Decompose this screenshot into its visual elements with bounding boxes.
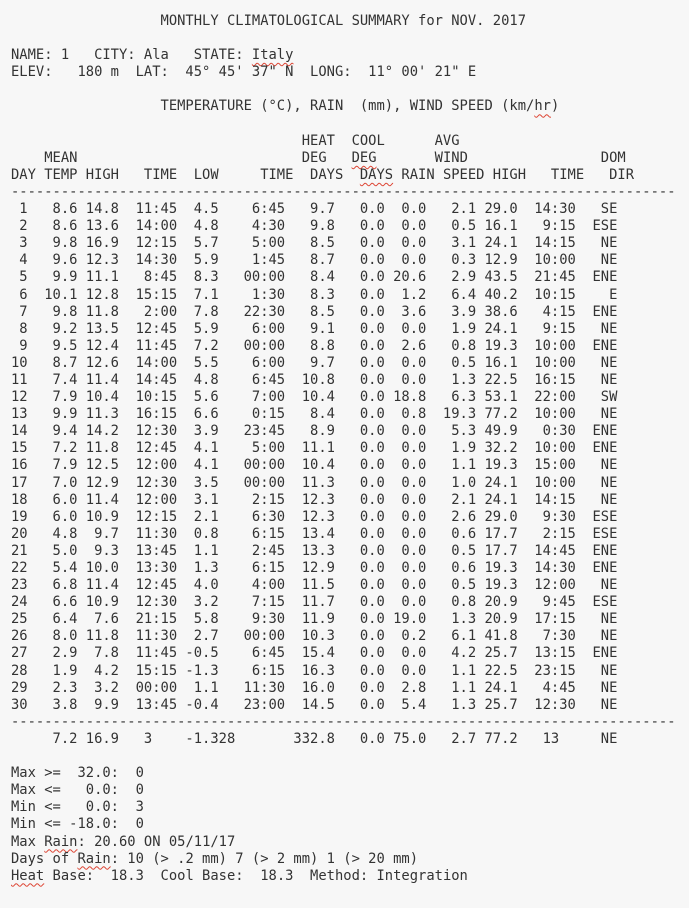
text-segment: : 10 (> .2 mm) 7 (> 2 mm) 1 (> 20 mm): [110, 850, 419, 867]
table-row: 7 9.8 11.8 2:00 7.8 22:30 8.5 0.0 3.6 3.9 38.6 4:15 ENE: [11, 303, 618, 320]
table-row: 21 5.0 9.3 13:45 1.1 2:45 13.3 0.0 0.0 0.5 17.7 14:45 ENE: [11, 542, 618, 559]
text-segment: HEAT COOL AVG: [11, 132, 460, 149]
text-segment: Days of: [11, 850, 78, 867]
threshold-max-ge-line: [11, 765, 689, 782]
separator-line: --------------------------------------------------------------------------------: [11, 183, 676, 200]
threshold-min-le-line: [11, 799, 689, 816]
table-row: 16 7.9 12.5 12:00 4.1 00:00 10.4 0.0 0.0 1.1 19.3 15:00 NE: [11, 457, 618, 474]
table-row: 14 9.4 14.2 12:30 3.9 23:45 8.9 0.0 0.0 5.3 49.9 0:30 ENE: [11, 423, 618, 440]
table-row: 29 2.3 3.2 00:00 1.1 11:30 16.0 0.0 2.8 1.1 24.1 4:45 NE: [11, 679, 618, 696]
misspelled-word: DAYS: [359, 166, 394, 183]
table-row: 3 9.8 16.9 12:15 5.7 5:00 8.5 0.0 0.0 3.1 24.1 14:15 NE: [11, 235, 618, 252]
table-row: 10 8.7 12.6 14:00 5.5 6:00 9.7 0.0 0.0 0.5 16.1 10:00 NE: [11, 354, 618, 371]
text-segment: Max <= 0.0: 0: [11, 782, 144, 799]
threshold-min-le-18-line: [11, 816, 689, 833]
text-segment: NAME: 1 CITY: Ala STATE:: [11, 47, 252, 64]
misspelled-word: Rain: [77, 850, 111, 867]
table-row: 11 7.4 11.4 14:45 4.8 6:45 10.8 0.0 0.0 1.3 22.5 16:15 NE: [11, 371, 618, 388]
text-segment: Min <= 0.0: 3: [11, 799, 144, 816]
table-row: 13 9.9 11.3 16:15 6.6 0:15 8.4 0.0 0.8 19.3 77.2 10:00 NE: [11, 406, 618, 423]
table-row: 12 7.9 10.4 10:15 5.6 7:00 10.4 0.0 18.8 6.3 53.1 22:00 SW: [11, 389, 618, 406]
table-row: 19 6.0 10.9 12:15 2.1 6:30 12.3 0.0 0.0 2.6 29.0 9:30 ESE: [11, 508, 618, 525]
table-row: 6 10.1 12.8 15:15 7.1 1:30 8.3 0.0 1.2 6.4 40.2 10:15 E: [11, 286, 618, 303]
misspelled-word: Heat: [11, 867, 45, 884]
text-segment: DAY TEMP HIGH TIME LOW TIME DAYS: [11, 166, 360, 183]
table-row: 5 9.9 11.1 8:45 8.3 00:00 8.4 0.0 20.6 2.9 43.5 21:45 ENE: [11, 269, 618, 286]
table-row: 8 9.2 13.5 12:45 5.9 6:00 9.1 0.0 0.0 1.9 24.1 9:15 NE: [11, 320, 618, 337]
misspelled-word: Rain: [44, 833, 78, 850]
table-header-line-2: [11, 150, 689, 167]
table-row: 18 6.0 11.4 12:00 3.1 2:15 12.3 0.0 0.0 2.1 24.1 14:15 NE: [11, 491, 618, 508]
threshold-max-le-line: [11, 782, 689, 799]
text-segment: ELEV: 180 m LAT: 45° 45' 37" N LONG: 11° 00' 21" E: [11, 64, 477, 81]
misspelled-word: Italy: [251, 47, 294, 64]
days-of-rain-line: [11, 851, 689, 868]
table-row: 20 4.8 9.7 11:30 0.8 6:15 13.4 0.0 0.0 0.6 17.7 2:15 ESE: [11, 525, 618, 542]
table-row: 28 1.9 4.2 15:15 -1.3 6:15 16.3 0.0 0.0 1.1 22.5 23:15 NE: [11, 662, 618, 679]
text-segment: Max >= 32.0: 0: [11, 765, 144, 782]
misspelled-word: hr: [534, 98, 551, 115]
text-segment: WIND DOM: [376, 149, 626, 166]
table-header-line-1: [11, 133, 689, 150]
table-row: 27 2.9 7.8 11:45 -0.5 6:45 15.4 0.0 0.0 4.2 25.7 13:15 ENE: [11, 645, 618, 662]
table-row: 1 8.6 14.8 11:45 4.5 6:45 9.7 0.0 0.0 2.1 29.0 14:30 SE: [11, 201, 618, 218]
text-segment: Max: [11, 833, 45, 850]
text-segment: RAIN SPEED HIGH TIME DIR: [393, 166, 634, 183]
table-row: 22 5.4 10.0 13:30 1.3 6:15 12.9 0.0 0.0 0.6 19.3 14:30 ENE: [11, 560, 618, 576]
station-location-line: [11, 64, 689, 81]
report-title: MONTHLY CLIMATOLOGICAL SUMMARY for NOV. 2017: [11, 13, 526, 29]
table-header-line-3: [11, 167, 689, 184]
text-segment: Min <= -18.0: 0: [11, 816, 144, 833]
table-row: 23 6.8 11.4 12:45 4.0 4:00 11.5 0.0 0.0 0.5 19.3 12:00 NE: [11, 577, 618, 594]
table-row: 24 6.6 10.9 12:30 3.2 7:15 11.7 0.0 0.0 0.8 20.9 9:45 ESE: [11, 594, 618, 611]
text-segment: : 20.60 ON 05/11/17: [77, 833, 236, 850]
text-segment: Base: 18.3 Cool Base: 18.3 Method: Integration: [44, 867, 468, 884]
table-row: 9 9.5 12.4 11:45 7.2 00:00 8.8 0.0 2.6 0.8 19.3 10:00 ENE: [11, 337, 618, 354]
table-row: 26 8.0 11.8 11:30 2.7 00:00 10.3 0.0 0.2 6.1 41.8 7:30 NE: [11, 628, 618, 645]
station-name-line: [11, 47, 689, 64]
spacer: [11, 748, 689, 765]
table-row: 25 6.4 7.6 21:15 5.8 9:30 11.9 0.0 19.0 1.3 20.9 17:15 NE: [11, 611, 618, 628]
table-row: 17 7.0 12.9 12:30 3.5 00:00 11.3 0.0 0.0 1.0 24.1 10:00 NE: [11, 474, 618, 491]
units-line: [11, 98, 689, 115]
spacer: [11, 30, 689, 47]
spacer: [11, 81, 689, 98]
spacer: [11, 116, 689, 133]
misspelled-word: DEG: [351, 149, 377, 166]
text-segment: TEMPERATURE (°C), RAIN (mm), WIND SPEED (km/: [11, 98, 535, 115]
table-row: 30 3.8 9.9 13:45 -0.4 23:00 14.5 0.0 5.4 1.3 25.7 12:30 NE: [11, 696, 618, 713]
max-rain-line: [11, 834, 689, 851]
summary-row: 7.2 16.9 3 -1.328 332.8 0.0 75.0 2.7 77.2 13 NE: [11, 730, 618, 747]
table-rows: [11, 201, 689, 714]
separator-line: --------------------------------------------------------------------------------: [11, 713, 676, 730]
table-row: 2 8.6 13.6 14:00 4.8 4:30 9.8 0.0 0.0 0.5 16.1 9:15 ESE: [11, 218, 618, 235]
text-segment: ): [550, 98, 560, 115]
base-method-line: [11, 868, 689, 885]
table-row: 4 9.6 12.3 14:30 5.9 1:45 8.7 0.0 0.0 0.3 12.9 10:00 NE: [11, 252, 618, 269]
text-segment: MEAN DEG: [11, 149, 352, 166]
table-row: 15 7.2 11.8 12:45 4.1 5:00 11.1 0.0 0.0 1.9 32.2 10:00 ENE: [11, 440, 618, 457]
